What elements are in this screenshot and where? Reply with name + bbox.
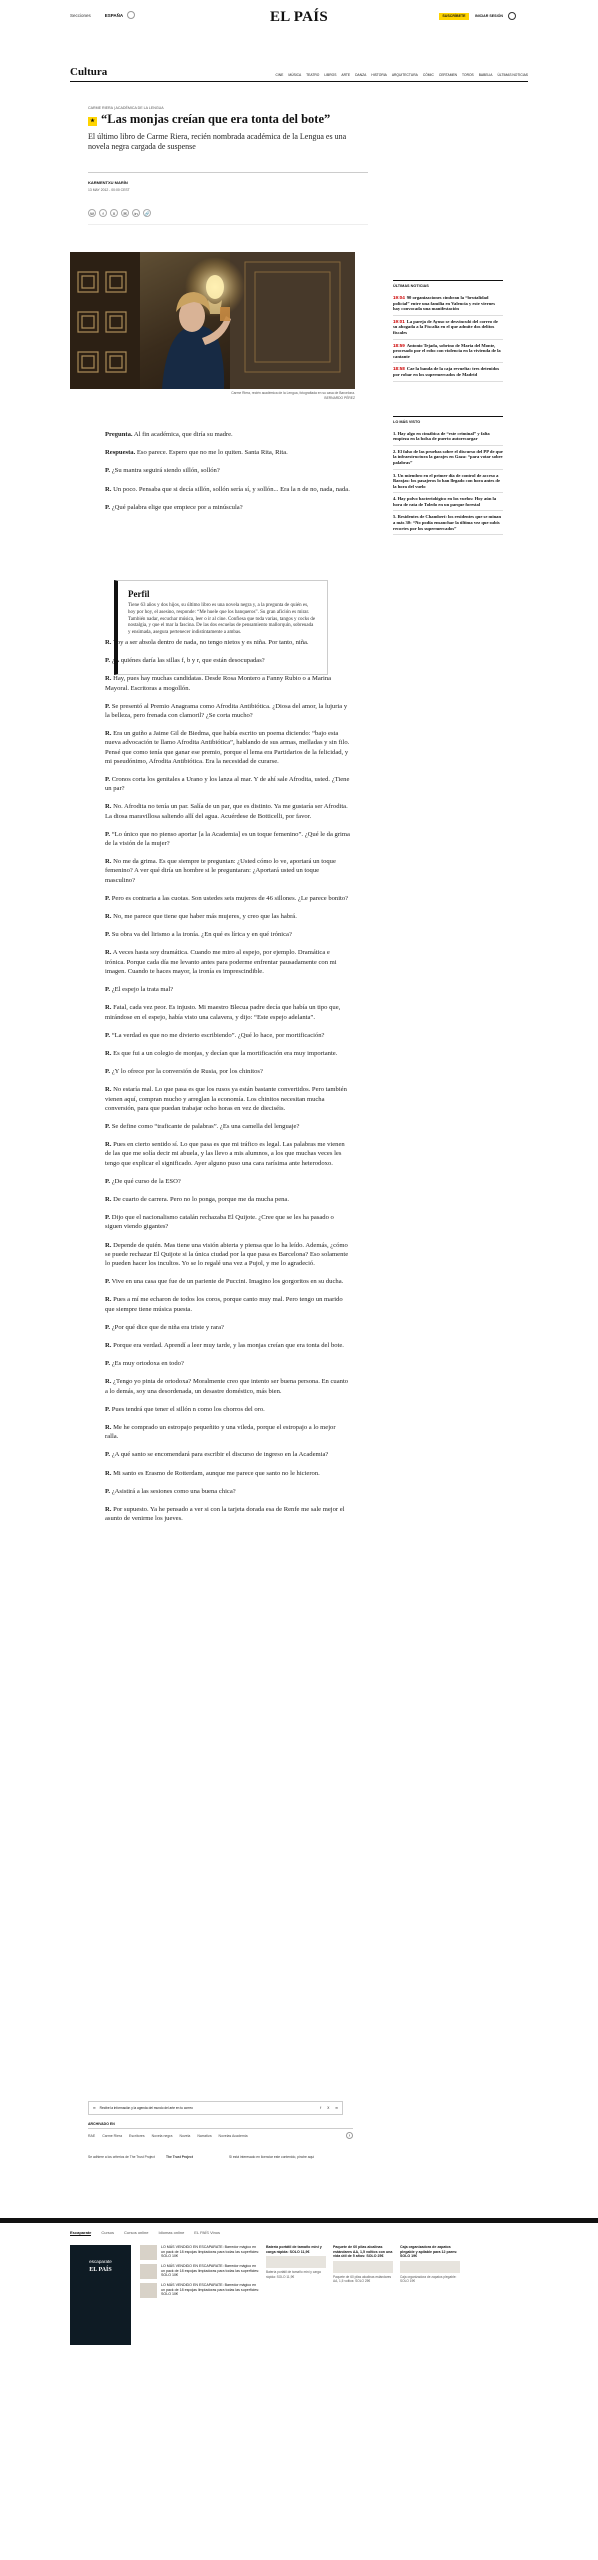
qa-paragraph: P. ¿Qué palabra elige que empiece por a minúscula? [105, 503, 243, 511]
product-image [400, 2261, 460, 2273]
latest-news-title: ÚLTIMAS NOTICIAS [393, 280, 503, 288]
copy-link-icon[interactable]: 🔗 [144, 211, 150, 216]
product-image [266, 2256, 326, 2268]
qa-paragraph: P. ¿De qué curso de la ESO? [105, 1177, 181, 1185]
sidebar [393, 280, 503, 535]
most-viewed-item[interactable]: 1. Hay algo en cimábica de “este criminal” y falta empieza en la bolsa de puerto autorecargar [393, 428, 503, 446]
caption-text: Carme Riera, recién académica de la Lengua, fotografiada en su casa de Barcelona. [231, 391, 355, 395]
commercial-item[interactable]: LO MÁS VENDIDO EN ESCAPARATE: Barredor mágico en un pack de 18 espojas limpiadoras para todas las superficies: SOLO 10€ [140, 2283, 260, 2298]
qa-paragraph: P. Se define como “traficante de palabras”. ¿Es una camella del lenguaje? [105, 1122, 300, 1130]
commercial-card[interactable]: Caja organizadora de zapatos plegable y apilable para 12 pares: SOLO 19€ Caja organizadora de zapatos plegable: SOLO 19€ [400, 2245, 460, 2284]
qa-paragraph: R. ¿Tengo yo pinta de ortodoxa? Moralmente creo que intento ser buena persona. En cuanto a lo demás, soy una desordenada, un desastre doméstico, más bien. [105, 1378, 349, 1395]
section-name[interactable]: Cultura [70, 66, 108, 78]
section-nav-item[interactable]: LIBROS [324, 73, 337, 77]
tag-link[interactable]: Carme Riera [102, 2133, 123, 2138]
qa-paragraph: R. A veces hasta soy dramática. Cuando me miro al espejo, por ejemplo. Dramática e irónica. Porque cada día me levanto antes para poderme enfrentar pausadamente con mi imagen. Cuando te haces mayor, la ironía es imprescindible. [105, 949, 337, 975]
photo-credit: BERNARDO PÉREZ [324, 395, 355, 400]
trust-row [88, 2155, 353, 2159]
tab-vinos[interactable]: EL PAÍS Vinos [194, 2230, 221, 2235]
qa-paragraph: P. ¿Por qué dice que de niña era triste y rara? [105, 1323, 224, 1331]
qa-paragraph: P. ¿Asistirá a las sesiones como una buena chica? [105, 1487, 236, 1495]
commercial-list [140, 2245, 260, 2302]
photo-caption [70, 391, 355, 400]
qa-paragraph: R. Fatal, cada vez peor. Es injusto. Mi maestro Blecua padre decía que había un tipo que, mirándose en el espejo, había visto una calavera, y dijo: “Este espejo adelanta”. [105, 1004, 341, 1021]
qa-paragraph: R. De cuarto de carrera. Pero no lo ponga, porque me da mucha pena. [105, 1195, 290, 1203]
qa-paragraph: P. ¿El espejo la trata mal? [105, 986, 174, 994]
qa-paragraph: P. Cronos corta los genitales a Urano y los lanza al mar. Y de ahí sale Afrodita, usted. ¿Tiene un par? [105, 776, 350, 793]
tag-link[interactable]: Narrativa [197, 2133, 212, 2138]
share-icons [320, 2106, 338, 2110]
commercial-block [70, 2245, 528, 2363]
newsletter-bar[interactable] [88, 2101, 343, 2115]
qa-paragraph: R. No estaría mal. Lo que pasa es que los rusos ya están bastante convertidos. Pero también vienen aquí, compran mucho y arreglan la economía. Los chinitos necesitan mucha conversión, para que puedan trabajar ocho horas en vez de dieciséis. [105, 1086, 347, 1112]
tab-escaparate[interactable]: Escaparate [70, 2230, 92, 2235]
email-icon[interactable]: ✉ [335, 2106, 338, 2110]
qa-paragraph: R. No, me parece que tiene que haber más mujeres, y creo que las habrá. [105, 913, 297, 921]
footer-divider [0, 2218, 598, 2223]
newsletter-text: Recibe la información y la agenda del mundo del arte en tu correo [99, 2106, 193, 2110]
profile-box [114, 580, 328, 675]
tag-link[interactable]: Novela negra [151, 2133, 173, 2138]
qa-paragraph: P. ¿Y lo ofrece por la conversión de Rusia, por los chinitos? [105, 1068, 263, 1076]
qa-paragraph: P. ¿A qué santo se encomendará para escribir el discurso de ingreso en la Academia? [105, 1451, 329, 1459]
qa-paragraph: Respuesta. Eso parece. Espero que no me lo quiten. Santa Rita, Rita. [105, 449, 288, 457]
section-nav-item[interactable]: BABELIA [478, 73, 493, 77]
latest-news-item[interactable]: 18:58 Cae la banda de la caja revuelta: tres detenidos por robar en los supermercados de Madrid [393, 363, 503, 381]
most-viewed-item[interactable]: 5. Residentes de Chamberí: los residentes que se minan a más 30: “No podía ensanchar la última vez que subís recortes por los supermercados” [393, 511, 503, 535]
commercial-card[interactable]: Paquete de 60 pilas alcalinas estándares AA, 1,5 voltios con una vida útil de 5 años: SOLO 25€ Paquete de 60 pilas alcalinas estándares AA, 1,5 voltios: SOLO 25€ [333, 2245, 393, 2283]
article-kicker: CARME RIERA | ACADÉMICA DE LA LENGUA [88, 106, 164, 110]
commercial-item[interactable]: LO MÁS VENDIDO EN ESCAPARATE: Barredor mágico en un pack de 18 espojas limpiadoras para todas las superficies: SOLO 10€ [140, 2264, 260, 2279]
qa-paragraph: R. Un poco. Pensaba que si decía sillón, sollón sería sí, y sollón... Era la n de no, nada, nada. [105, 485, 350, 493]
user-icon[interactable] [508, 12, 516, 20]
tag-link[interactable]: Escritores [129, 2133, 145, 2138]
tab-idiomas[interactable]: Idiomas online [158, 2230, 185, 2235]
section-header [70, 66, 528, 82]
tags-row [88, 2132, 353, 2139]
whatsapp-icon[interactable]: W [88, 209, 96, 217]
trust-project-logo[interactable]: The Trust Project [166, 2155, 193, 2159]
section-nav-item[interactable]: ARTE [341, 73, 351, 77]
headline-text: “Las monjas creían que era tonta del bote” [101, 112, 331, 126]
section-nav-item[interactable]: CÓMIC [422, 73, 434, 77]
product-image [333, 2261, 393, 2273]
qa-paragraph: P. ¿Su mantra seguirá siendo sillón, sollón? [105, 467, 220, 475]
qa-paragraph: R. Por supuesto. Ya he pensado a ver si con la tarjeta dorada esa de Renfe me sale mejor el asunto de venirme los jueves. [105, 1506, 345, 1523]
most-viewed-item[interactable]: 2. El falso de las pruebas sobre el discurso del PP de que la infraestructura la garajes en Gaza: “para votar sobre palabras” [393, 446, 503, 470]
qa-paragraph: R. Era un guiño a Jaime Gil de Biedma, que había escrito un poema diciendo: “bajo esta nueva advocación te llamo Afrodita Antibiótica”, hablando de sus armas, melladas y sin filo. Pensé que como tenía que ganar ese premio, porque el lema era Partidarios de la felicidad, y mi pseudónimo, Afrodita Antibiótica. Era la necesidad de curarse. [105, 730, 350, 765]
latest-news-item[interactable]: 19:01 La pareja de Ayuso se desvinculó del correo de su abogada a la Fiscalía en el que admite dos delitos fiscales [393, 316, 503, 340]
facebook-icon[interactable]: f [320, 2106, 322, 2110]
section-nav-item[interactable]: CERTAMEN [438, 73, 458, 77]
newsletter-icon: ✉ [93, 2106, 96, 2110]
qa-paragraph: R. Mi santo es Erasmo de Rotterdam, aunque me parece que santo no le hicieron. [105, 1469, 320, 1477]
section-nav-item[interactable]: ARQUITECTURA [391, 73, 418, 77]
subscribe-button[interactable]: SUSCRÍBETE [439, 13, 469, 20]
profile-title: Perfil [128, 589, 150, 599]
commercial-tabs [70, 2230, 220, 2236]
qa-paragraph: R. Es que fui a un colegio de monjas, y decían que la mortificación era muy importante. [105, 1049, 338, 1057]
tag-link[interactable]: Novelas Academia [218, 2133, 248, 2138]
section-nav-item[interactable]: DANZA [355, 73, 367, 77]
section-nav [275, 73, 528, 77]
tag-link[interactable]: Novela [179, 2133, 191, 2138]
commercial-columns [266, 2245, 528, 2284]
qa-paragraph: R. No. Afrodita no tenía un par. Salía de un par, que es distinto. Ya me gustaría ser Afrodita. La diosa maravillosa saliendo allí del agua. Acuérdese de Botticelli, por favor. [105, 803, 348, 820]
qa-paragraph: R. Pues en cierto sentido sí. Lo que pasa es que mi tráfico es legal. Las palabras me vienen de las que me solía decir mi abuela, y las llevo a mis alumnos, a los que muchas veces les tengo que explicar el significado. Ayer alguno puso una cara rarísima ante heterodoxo. [105, 1141, 345, 1167]
article-photo[interactable] [70, 252, 355, 389]
site-logo[interactable]: EL PAÍS [269, 9, 329, 25]
author-byline[interactable]: KARMENTXU MARÍN [88, 180, 128, 185]
section-nav-item[interactable]: TEATRO [306, 73, 320, 77]
section-nav-item[interactable]: MÚSICA [288, 73, 302, 77]
sections-menu-button[interactable]: Secciones [70, 12, 91, 18]
product-thumbnail [140, 2245, 157, 2260]
trust-text: Se adhiere a los criterios de The Trust Project [88, 2155, 155, 2159]
product-thumbnail [140, 2283, 157, 2298]
qa-paragraph: P. Vive en una casa que fue de un pariente de Puccini. Imagino los gorgoritos en su ducha. [105, 1278, 344, 1286]
qa-paragraph: P. “Lo único que no pienso aportar [a la Academia] es un toque femenino”. ¿Qué le da grima de la visión de la mujer? [105, 830, 350, 848]
tab-cursos[interactable]: Cursos [101, 2230, 115, 2235]
divider [88, 172, 368, 173]
qa-paragraph: P. ¿Es muy ortodoxa en todo? [105, 1360, 184, 1368]
qa-paragraph: R. Porque era verdad. Aprendí a leer muy tarde, y las monjas creían que era tonta del bote. [105, 1341, 344, 1349]
escaparate-logo[interactable]: escaparate EL PAÍS [70, 2245, 131, 2345]
commercial-item[interactable]: LO MÁS VENDIDO EN ESCAPARATE: Barredor mágico en un pack de 18 espojas limpiadoras para todas las superficies: SOLO 10€ [140, 2245, 260, 2260]
qa-paragraph: R. Voy a ser absola dentro de nada, no tengo nietos y es niña. Por tanto, niña. [105, 639, 309, 647]
profile-text: Tiene 63 años y dos hijos, su último libro es una novela negra y, a la pregunta de quién es, hoy por hoy, el asesino, responde: “Me huele que los banqueros”. Su gran afición es mirar. También nadar, escuchar música, leer o ir al cine. Confiesa que toda varias, tangos y cocks de nostalgia, y que el mar la fascina. De las dos escuelas de pensamiento mallorquín, sobreuada y ensimada, asegura pertenecer indistintamente a ambas. [128, 603, 316, 636]
qa-paragraph: R. Me he comprado un estropajo pequeñito y una vileda, porque el estropajo a lo mejor ralla. [105, 1423, 336, 1441]
share-bar [88, 209, 151, 217]
interview-tag-icon: ★ [88, 117, 97, 126]
photo-illustration [70, 252, 355, 389]
section-nav-item[interactable]: ÚLTIMAS NOTICIAS [497, 73, 528, 77]
qa-paragraph: R. Pues a mí me echaron de todos los coros, porque canto muy mal. Pero tengo un marido que siempre tiene música puesta. [105, 1296, 343, 1313]
section-nav-item[interactable]: TOROS [462, 73, 474, 77]
qa-paragraph: P. ¿A quiénes daría las sillas f, b y r, que están desocupadas? [105, 657, 265, 665]
most-viewed-title: LO MÁS VISTO [393, 416, 503, 424]
most-viewed-item[interactable]: 4. Hay polvo bacteriológico en los vuelos: Hoy aún la hora de rata de Toledo en un parque forestal [393, 493, 503, 511]
qa-paragraph: P. Pues tendrá que tener el sillón n como los chorros del oro. [105, 1405, 265, 1413]
qa-paragraph: R. Hay, pues hay muchas candidatas. Desde Rosa Montero a Fanny Rubio o a Marina Mayoral. Escritoras a mogollón. [105, 675, 332, 692]
latest-news-item[interactable]: 19:04 90 organizaciones cimbran la “brutalidad policial” entre una familia en Valencia y este viernes hay convocada una manifestación [393, 292, 503, 316]
section-nav-item[interactable]: HISTORIA [371, 73, 387, 77]
qa-paragraph: Pregunta. Al fin académica, que diría su madre. [105, 431, 233, 438]
most-viewed-item[interactable]: 3. Un miembro en el primer día de control de acceso a Barajas: los pasajeros lo han llegado con hora antes de la hora del vuelo [393, 470, 503, 494]
qa-paragraph: P. Dijo que el nacionalismo catalán rechazaba El Quijote. ¿Cree que se les ha pasado o siguen viendo gigantes? [105, 1214, 334, 1231]
x-icon[interactable]: X [327, 2106, 330, 2110]
qa-paragraph: P. Pero es contraria a las cuotas. Son ustedes seis mujeres de 46 sillones. ¿Le parece bonito? [105, 894, 349, 902]
article-subhead: El último libro de Carme Riera, recién nombrada académica de la Lengua es una novela negra cargada de suspense [88, 132, 347, 151]
qa-paragraph: R. Depende de quién. Mas tiene una visión abierta y piensa que lo ha leído. Además, ¿cómo se puede rechazar El Quijote si la única ciudad por la que pasa es Barcelona? Eso solamente lo pueden hacer los incultos. Yo se lo regalé una vez a Pujol, y me lo agradeció. [105, 1241, 349, 1267]
linkedin-icon[interactable]: in [132, 209, 140, 217]
qa-paragraph: P. Se presentó al Premio Anagrama como Afrodita Antibiótica. ¿Diosa del amor, la lujuria y la belleza, pero frenada con clamoril? ¿Se corta mucho? [105, 702, 348, 720]
edition-label: ESPAÑA [104, 12, 124, 18]
archived-tags [88, 2122, 353, 2139]
qa-paragraph: P. Su obra va del lirismo a la ironía. ¿En qué es lírica y en qué irónica? [105, 931, 292, 939]
license-text[interactable]: Si está interesado en licenciar este contenido, pinche aquí [229, 2155, 315, 2159]
email-icon[interactable]: ✉ [121, 209, 129, 217]
archived-title: ARCHIVADO EN [88, 2122, 353, 2129]
tag-link[interactable]: RAE [88, 2133, 96, 2138]
login-button[interactable]: INICIAR SESIÓN [475, 14, 503, 18]
chevron-right-icon[interactable]: › [346, 2132, 353, 2139]
article-date: 13 MAY 2012 - 00:00 CEST [88, 188, 130, 192]
x-icon[interactable]: X [110, 209, 118, 217]
commercial-card[interactable]: Batería portátil de tamaño mini y carga rápida: SOLO 11,9€ Batería portátil de tamaño mini y carga rápida: SOLO 11,9€ [266, 2245, 326, 2284]
product-thumbnail [140, 2264, 157, 2279]
facebook-icon[interactable]: f [99, 209, 107, 217]
article-headline [88, 112, 408, 126]
qa-paragraph: R. No me da grima. Es que siempre te preguntan: ¿Usted cómo lo ve, aportará un toque femenino? A ver qué diría un hombre si le preguntaran: ¿Aportará usted un toque masculino? [105, 858, 336, 884]
divider [88, 224, 368, 225]
tab-cursos-online[interactable]: Cursos online [124, 2230, 149, 2235]
section-nav-item[interactable]: CINE [275, 73, 284, 77]
latest-news-item[interactable]: 18:59 Antonio Tejada, sobrino de María del Monte, procesado por el robo con violencia en la vivienda de la cantante [393, 340, 503, 364]
qa-paragraph: P. “La verdad es que no me divierto escribiendo”. ¿Qué lo hace, por mortificación? [105, 1031, 325, 1039]
